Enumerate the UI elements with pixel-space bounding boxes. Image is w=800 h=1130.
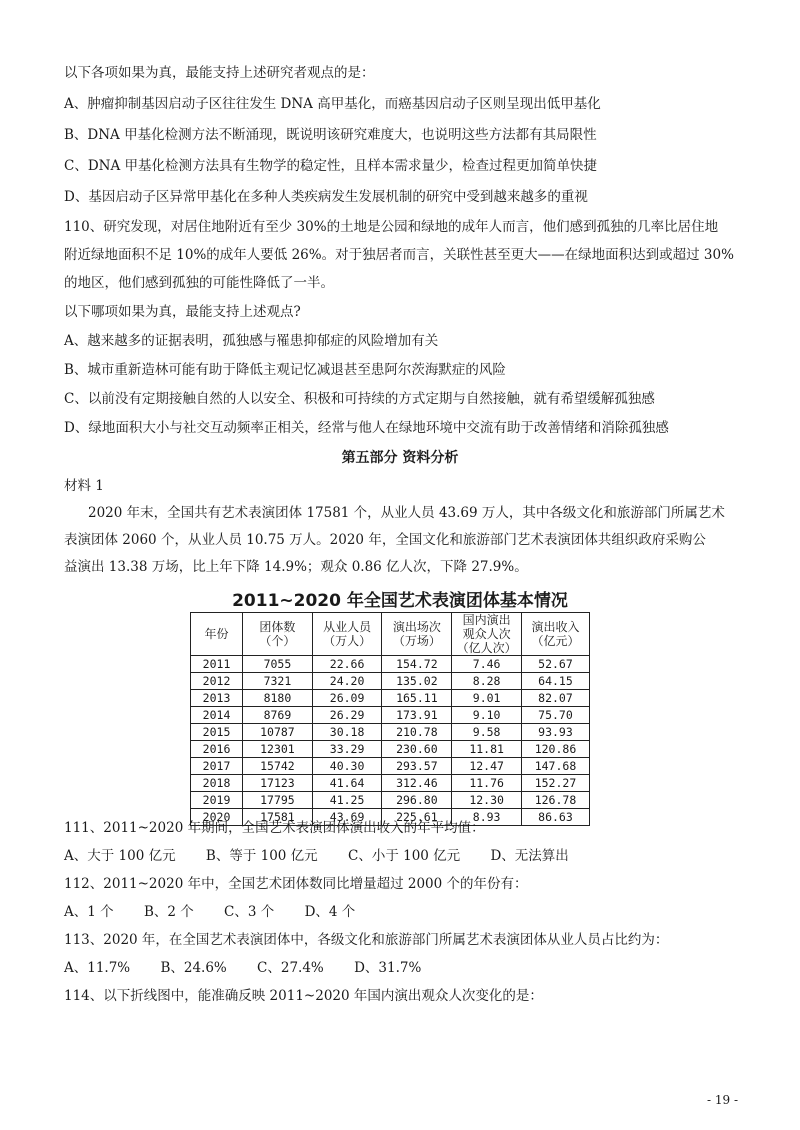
table-header-text: 演出收入 — [531, 620, 580, 634]
table-cell: 2015 — [191, 724, 243, 741]
table-cell: 296.80 — [382, 792, 452, 809]
table-cell: 7321 — [243, 673, 313, 690]
table-cell: 41.64 — [312, 775, 382, 792]
q113-stem: 113、2020 年，在全国艺术表演团体中，各级文化和旅游部门所属艺术表演团体从业人员占比约为： — [64, 932, 669, 948]
table-header-text: （个） — [259, 634, 296, 648]
q111-option-a: A、大于 100 亿元 — [64, 848, 176, 864]
table-cell: 9.58 — [452, 724, 522, 741]
table-cell: 52.67 — [521, 656, 589, 673]
material-line-3: 益演出 13.38 万场，比上年下降 14.9%；观众 0.86 亿人次，下降 27.9%。 — [64, 559, 528, 575]
table-row — [191, 741, 590, 758]
table-cell: 41.25 — [312, 792, 382, 809]
table-header-cell — [382, 613, 452, 656]
table-cell: 40.30 — [312, 758, 382, 775]
stats-table — [190, 612, 590, 826]
table-cell: 22.66 — [312, 656, 382, 673]
q111-stem: 111、2011~2020 年期间，全国艺术表演团体演出收入的年平均值： — [64, 820, 485, 836]
table-cell: 120.86 — [521, 741, 589, 758]
table-cell: 82.07 — [521, 690, 589, 707]
table-header-text: 国内演出 — [462, 613, 511, 627]
table-cell: 26.29 — [312, 707, 382, 724]
q112-option-d: D、4 个 — [304, 904, 356, 920]
table-cell: 11.81 — [452, 741, 522, 758]
table-cell: 7055 — [243, 656, 313, 673]
q109-option-a: A、肿瘤抑制基因启动子区往往发生 DNA 高甲基化，而癌基因启动子区则呈现出低甲基化 — [64, 96, 601, 112]
section-title: 第五部分 资料分析 — [341, 450, 459, 466]
table-cell: 2014 — [191, 707, 243, 724]
table-cell: 24.20 — [312, 673, 382, 690]
q112-stem: 112、2011~2020 年中，全国艺术团体数同比增量超过 2000 个的年份有： — [64, 876, 528, 892]
table-cell: 17123 — [243, 775, 313, 792]
table-cell: 26.09 — [312, 690, 382, 707]
table-row — [191, 690, 590, 707]
q109-prompt: 以下各项如果为真，最能支持上述研究者观点的是： — [64, 65, 375, 81]
material-line-2: 表演团体 2060 个，从业人员 10.75 万人。2020 年，全国文化和旅游部门艺术表演团体共组织政府采购公 — [64, 532, 706, 548]
table-cell: 2013 — [191, 690, 243, 707]
q113-option-a: A、11.7% — [64, 960, 131, 976]
table-header-text: 团体数 — [259, 620, 296, 634]
table-header-cell — [452, 613, 522, 656]
q111-option-c: C、小于 100 亿元 — [347, 848, 461, 864]
table-cell: 15742 — [243, 758, 313, 775]
q113-options — [64, 958, 447, 978]
table-cell: 10787 — [243, 724, 313, 741]
q113-option-d: D、31.7% — [354, 960, 422, 976]
table-cell: 7.46 — [452, 656, 522, 673]
table-cell: 64.15 — [521, 673, 589, 690]
table-cell: 12301 — [243, 741, 313, 758]
table-cell: 17581 — [243, 809, 313, 826]
q109-option-c: C、DNA 甲基化检测方法具有生物学的稳定性，且样本需求量少，检查过程更加简单快捷 — [64, 158, 598, 174]
table-cell: 17795 — [243, 792, 313, 809]
table-cell: 152.27 — [521, 775, 589, 792]
q111-option-b: B、等于 100 亿元 — [205, 848, 318, 864]
q110-option-d: D、绿地面积大小与社交互动频率正相关，经常与他人在绿地环境中交流有助于改善情绪和消除孤独感 — [64, 420, 669, 436]
q111-option-d: D、无法算出 — [490, 848, 569, 864]
table-header-text: （万场） — [392, 634, 441, 648]
table-row — [191, 792, 590, 809]
table-cell: 312.46 — [382, 775, 452, 792]
table-cell: 2018 — [191, 775, 243, 792]
table-cell: 8.28 — [452, 673, 522, 690]
table-cell: 12.47 — [452, 758, 522, 775]
table-cell: 2020 — [191, 809, 243, 826]
q112-option-c: C、3 个 — [224, 904, 275, 920]
material-label: 材料 1 — [64, 478, 104, 494]
table-cell: 165.11 — [382, 690, 452, 707]
table-row — [191, 707, 590, 724]
q109-option-d: D、基因启动子区异常甲基化在多种人类疾病发生发展机制的研究中受到越来越多的重视 — [64, 189, 588, 205]
q110-option-b: B、城市重新造林可能有助于降低主观记忆减退甚至患阿尔茨海默症的风险 — [64, 362, 506, 378]
table-cell: 2019 — [191, 792, 243, 809]
table-cell: 8769 — [243, 707, 313, 724]
table-header-row — [191, 613, 590, 656]
table-cell: 93.93 — [521, 724, 589, 741]
q109-option-b: B、DNA 甲基化检测方法不断涌现，既说明该研究难度大，也说明这些方法都有其局限性 — [64, 127, 597, 143]
table-body — [191, 656, 590, 826]
table-cell: 147.68 — [521, 758, 589, 775]
q113-option-b: B、24.6% — [160, 960, 227, 976]
table-cell: 2012 — [191, 673, 243, 690]
table-row — [191, 724, 590, 741]
table-cell: 12.30 — [452, 792, 522, 809]
q110-option-c: C、以前没有定期接触自然的人以安全、积极和可持续的方式定期与自然接触，就有希望缓解孤独感 — [64, 391, 655, 407]
table-header-text: （万人） — [323, 634, 372, 648]
q110-stem-line-3: 的地区，他们感到孤独的可能性降低了一半。 — [64, 275, 334, 291]
q111-options — [64, 846, 595, 866]
table-header-text: （亿元） — [531, 634, 580, 648]
table-cell: 293.57 — [382, 758, 452, 775]
q112-option-a: A、1 个 — [64, 904, 114, 920]
table-row — [191, 775, 590, 792]
table-cell: 2011 — [191, 656, 243, 673]
table-header-cell — [521, 613, 589, 656]
table-row — [191, 673, 590, 690]
table-cell: 8.93 — [452, 809, 522, 826]
table-cell: 2016 — [191, 741, 243, 758]
table-header-text: 年份 — [204, 627, 229, 641]
table-cell: 135.02 — [382, 673, 452, 690]
q110-stem-line-1: 110、研究发现，对居住地附近有至少 30%的土地是公园和绿地的成年人而言，他们感到孤独的几率比居住地 — [64, 219, 719, 235]
table-cell: 30.18 — [312, 724, 382, 741]
table-cell: 11.76 — [452, 775, 522, 792]
table-header-text: （亿人次） — [456, 641, 517, 655]
table-cell: 210.78 — [382, 724, 452, 741]
table-header-cell — [191, 613, 243, 656]
table-cell: 2017 — [191, 758, 243, 775]
table-cell: 9.10 — [452, 707, 522, 724]
q113-option-c: C、27.4% — [257, 960, 324, 976]
q110-option-a: A、越来越多的证据表明，孤独感与罹患抑郁症的风险增加有关 — [64, 333, 439, 349]
q112-option-b: B、2 个 — [143, 904, 194, 920]
table-cell: 230.60 — [382, 741, 452, 758]
q110-prompt: 以下哪项如果为真，最能支持上述观点? — [64, 304, 301, 320]
table-title: 2011~2020 年全国艺术表演团体基本情况 — [232, 591, 568, 611]
table-cell: 173.91 — [382, 707, 452, 724]
table-header-text: 观众人次 — [462, 627, 511, 641]
table-cell: 154.72 — [382, 656, 452, 673]
table-header-text: 从业人员 — [323, 620, 372, 634]
q110-stem-line-2: 附近绿地面积不足 10%的成年人要低 26%。对于独居者而言，关联性甚至更大——在绿地面积达到或超过 30% — [64, 247, 734, 263]
table-cell: 86.63 — [521, 809, 589, 826]
q114-stem: 114、以下折线图中，能准确反映 2011~2020 年国内演出观众人次变化的是： — [64, 988, 543, 1004]
table-header-cell — [312, 613, 382, 656]
material-line-1: 2020 年末，全国共有艺术表演团体 17581 个，从业人员 43.69 万人，其中各级文化和旅游部门所属艺术 — [88, 505, 725, 521]
page-number: - 19 - — [706, 1093, 738, 1107]
table-row — [191, 656, 590, 673]
table-header-text: 演出场次 — [392, 620, 441, 634]
table-header-cell — [243, 613, 313, 656]
table-cell: 75.70 — [521, 707, 589, 724]
table-cell: 126.78 — [521, 792, 589, 809]
table-cell: 33.29 — [312, 741, 382, 758]
table-cell: 9.01 — [452, 690, 522, 707]
table-cell: 8180 — [243, 690, 313, 707]
table-cell: 43.69 — [312, 809, 382, 826]
q112-options — [64, 902, 381, 922]
table-row — [191, 758, 590, 775]
table-cell: 225.61 — [382, 809, 452, 826]
